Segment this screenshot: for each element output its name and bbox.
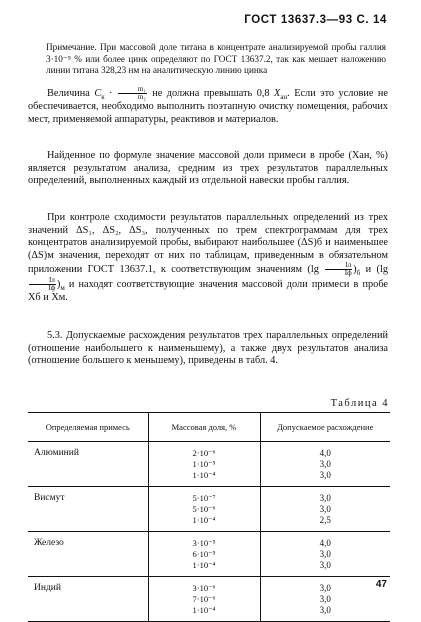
table-row bbox=[28, 532, 390, 577]
mass-fraction-values: 3·10⁻⁵ 6·10⁻⁵ 1·10⁻⁴ bbox=[148, 532, 260, 577]
impurity-name: Висмут bbox=[28, 487, 148, 532]
page-header: ГОСТ 13637.3—93 С. 14 bbox=[244, 14, 387, 26]
page-number: 47 bbox=[375, 579, 387, 590]
column-header-tolerance: Допускаемое расхождение bbox=[260, 413, 390, 442]
impurity-name: Индий bbox=[28, 577, 148, 622]
intensity-ratio-fraction-m: $\frac{Iл}{Iф}$ bbox=[29, 277, 56, 292]
paragraph-ck-ratio: Величина $C_к$ · $\frac{\text{m₁}}{\text{m₂}}$ не должна превышать 0,8 $X_{ан}$. Если это условие не обеспечивается, необходимо выполнить поэтапную очистку помещения, рабочих мест, применяемой аппаратуры, реактивов и материалов. bbox=[28, 85, 388, 125]
paragraph-convergence: При контроле сходимости результатов параллельных определений из трех значений ΔS₁, ΔS₂, ΔS₃, полученных по трем спектрограммам для трех концентратов анализируемой пробы, выбирают наибольшее (ΔS)б и наименьшее (ΔS)м значения, переходят от них по таблицам, приведенным в обязательном приложении ГОСТ 13637.1, к соответствующим значениям (lg $\frac{Iл}{Iф}$ )$_б$ и (lg $\frac{Iл}{Iф}$ )$_м$ и находят соответствующие значения массовой доли примеси в пробе Xб и Xм. bbox=[28, 212, 388, 304]
mass-ratio-fraction: $\frac{\text{m₁}}{\text{m₂}}$ bbox=[118, 86, 147, 101]
tolerance-values: 4,0 3,0 3,0 bbox=[260, 442, 390, 487]
tolerance-values: 4,0 3,0 3,0 bbox=[260, 532, 390, 577]
intensity-ratio-fraction-b: $\frac{Iл}{Iф}$ bbox=[325, 262, 352, 277]
paragraph-5-3: 5.3. Допускаемые расхождения результатов трех параллельных определений (отношение наибольшего к наименьшему), а также двух результатов анализа (отношение большего к меньшему), приведены в табл. 4. bbox=[28, 330, 388, 367]
table-row bbox=[28, 577, 390, 622]
mass-fraction-values: 5·10⁻⁷ 5·10⁻⁶ 1·10⁻⁴ bbox=[148, 487, 260, 532]
column-header-impurity: Определяемая примесь bbox=[28, 413, 148, 442]
tolerance-table bbox=[28, 412, 390, 622]
tolerance-values: 3,0 3,0 3,0 bbox=[260, 577, 390, 622]
mass-fraction-values: 3·10⁻⁶ 7·10⁻⁶ 1·10⁻⁴ bbox=[148, 577, 260, 622]
mass-fraction-values: 2·10⁻⁶ 1·10⁻⁵ 1·10⁻⁴ bbox=[148, 442, 260, 487]
table-row bbox=[28, 487, 390, 532]
impurity-name: Алюминий bbox=[34, 448, 79, 458]
tolerance-values: 3,0 3,0 2,5 bbox=[260, 487, 390, 532]
table-caption: Таблица 4 bbox=[330, 398, 389, 409]
column-header-mass-fraction: Массовая доля, % bbox=[148, 413, 260, 442]
impurity-name: Железо bbox=[28, 532, 148, 577]
paragraph-result: Найденное по формуле значение массовой доли примеси в пробе (Xан, %) является результатом анализа, средним из трех результатов параллельных определений, выполненных каждый из отдельной навески пробы галлия. bbox=[28, 150, 388, 187]
note-paragraph: Примечание. При массовой доле титана в концентрате анализируемой пробы галлия 3·10⁻⁵ % или более цинк определяют по ГОСТ 13637.2, так как мешает наложению линии титана 328,23 нм на аналитическую линию цинка bbox=[46, 42, 386, 76]
table-row bbox=[28, 442, 390, 487]
